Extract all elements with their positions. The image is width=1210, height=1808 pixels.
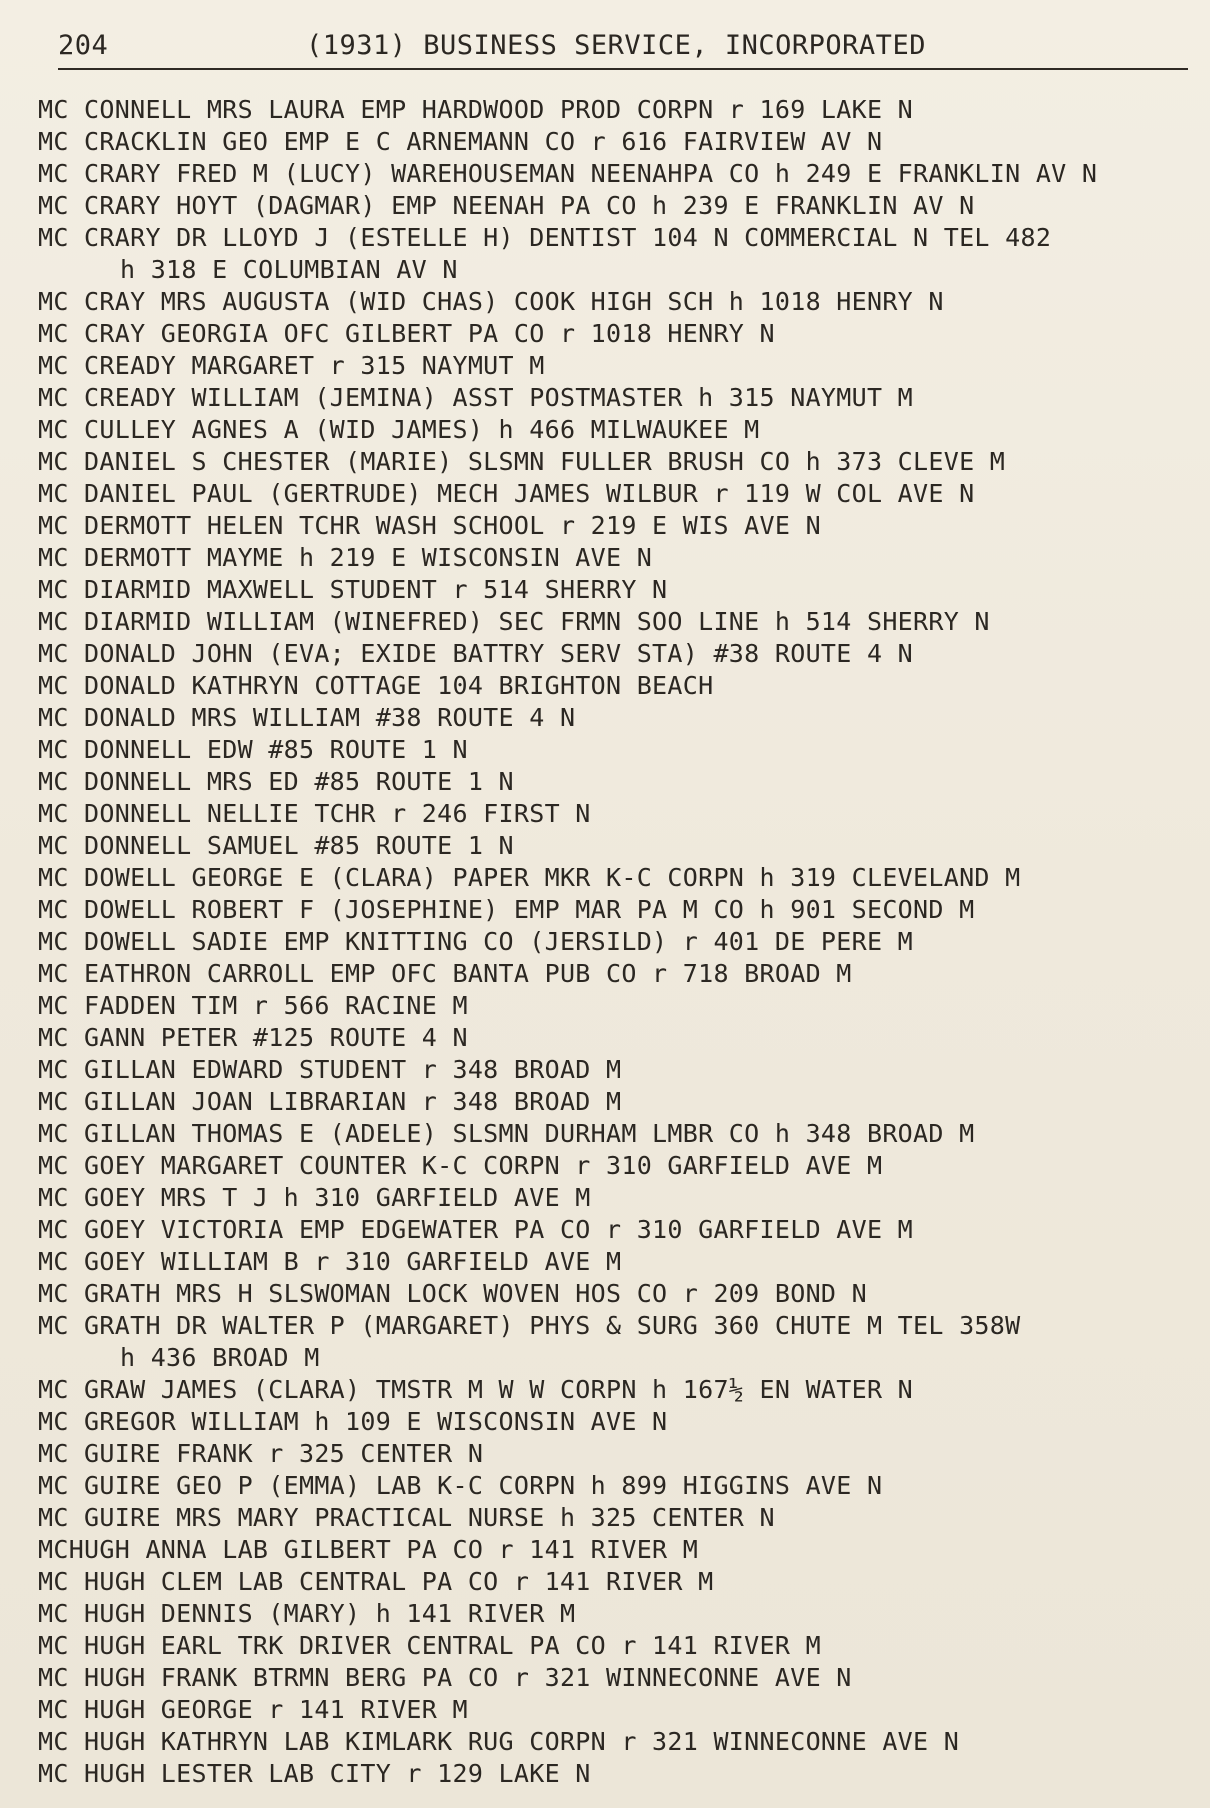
directory-entry: MC DONALD MRS WILLIAM #38 ROUTE 4 N <box>38 703 576 732</box>
running-title: (1931) BUSINESS SERVICE, INCORPORATED <box>306 30 926 61</box>
directory-entry: MC CREADY MARGARET r 315 NAYMUT M <box>38 351 545 380</box>
directory-entry: MC GILLAN JOAN LIBRARIAN r 348 BROAD M <box>38 1087 622 1116</box>
directory-entry: MC HUGH GEORGE r 141 RIVER M <box>38 1695 468 1724</box>
directory-entry: MC DOWELL ROBERT F (JOSEPHINE) EMP MAR PA M CO h 901 SECOND M <box>38 895 975 924</box>
directory-entry: MC DONNELL SAMUEL #85 ROUTE 1 N <box>38 831 514 860</box>
directory-entry: MC GOEY VICTORIA EMP EDGEWATER PA CO r 310 GARFIELD AVE M <box>38 1215 914 1244</box>
directory-entry: MC CRACKLIN GEO EMP E C ARNEMANN CO r 616 FAIRVIEW AV N <box>38 127 883 156</box>
directory-entry: MC HUGH FRANK BTRMN BERG PA CO r 321 WINNECONNE AVE N <box>38 1663 852 1692</box>
directory-entry: MC DONNELL EDW #85 ROUTE 1 N <box>38 735 468 764</box>
directory-entry: MC GRAW JAMES (CLARA) TMSTR M W W CORPN h 167½ EN WATER N <box>38 1375 914 1404</box>
directory-entry: MC CULLEY AGNES A (WID JAMES) h 466 MILWAUKEE M <box>38 415 760 444</box>
page-number: 204 <box>58 30 109 61</box>
directory-entry: MC CRARY DR LLOYD J (ESTELLE H) DENTIST 104 N COMMERCIAL N TEL 482 <box>38 223 1052 252</box>
directory-entry: MC DONALD JOHN (EVA; EXIDE BATTRY SERV STA) #38 ROUTE 4 N <box>38 639 914 668</box>
directory-entry: MC GREGOR WILLIAM h 109 E WISCONSIN AVE N <box>38 1407 668 1436</box>
directory-entry: MC DONNELL MRS ED #85 ROUTE 1 N <box>38 767 514 796</box>
directory-entry: MC CRAY GEORGIA OFC GILBERT PA CO r 1018 HENRY N <box>38 319 775 348</box>
directory-entries <box>38 94 1198 1790</box>
directory-entry: MC DIARMID MAXWELL STUDENT r 514 SHERRY N <box>38 575 668 604</box>
directory-entry: MC DIARMID WILLIAM (WINEFRED) SEC FRMN SOO LINE h 514 SHERRY N <box>38 607 990 636</box>
directory-entry: MC GUIRE MRS MARY PRACTICAL NURSE h 325 CENTER N <box>38 1503 775 1532</box>
directory-entry: MC DERMOTT MAYME h 219 E WISCONSIN AVE N <box>38 543 653 572</box>
directory-entry: MC HUGH CLEM LAB CENTRAL PA CO r 141 RIVER M <box>38 1567 714 1596</box>
directory-entry: MC GILLAN EDWARD STUDENT r 348 BROAD M <box>38 1055 622 1084</box>
directory-entry: MC HUGH LESTER LAB CITY r 129 LAKE N <box>38 1759 591 1788</box>
directory-entry: MC GRATH MRS H SLSWOMAN LOCK WOVEN HOS CO r 209 BOND N <box>38 1279 867 1308</box>
directory-entry: MC CRARY FRED M (LUCY) WAREHOUSEMAN NEENAHPA CO h 249 E FRANKLIN AV N <box>38 159 1098 188</box>
directory-entry: MC CONNELL MRS LAURA EMP HARDWOOD PROD CORPN r 169 LAKE N <box>38 95 914 124</box>
directory-entry: MC DOWELL SADIE EMP KNITTING CO (JERSILD) r 401 DE PERE M <box>38 927 914 956</box>
directory-entry: MC GANN PETER #125 ROUTE 4 N <box>38 1023 468 1052</box>
directory-entry: MC GUIRE GEO P (EMMA) LAB K-C CORPN h 899 HIGGINS AVE N <box>38 1471 883 1500</box>
directory-entry: MC HUGH KATHRYN LAB KIMLARK RUG CORPN r 321 WINNECONNE AVE N <box>38 1727 960 1756</box>
directory-entry: MC EATHRON CARROLL EMP OFC BANTA PUB CO r 718 BROAD M <box>38 959 852 988</box>
directory-entry: MC HUGH EARL TRK DRIVER CENTRAL PA CO r 141 RIVER M <box>38 1631 821 1660</box>
directory-entry: MC GOEY MRS T J h 310 GARFIELD AVE M <box>38 1183 591 1212</box>
directory-entry: MC GRATH DR WALTER P (MARGARET) PHYS & SURG 360 CHUTE M TEL 358W <box>38 1311 1021 1340</box>
directory-entry: MC GUIRE FRANK r 325 CENTER N <box>38 1439 484 1468</box>
page-header <box>58 28 1188 70</box>
directory-entry: MC GOEY WILLIAM B r 310 GARFIELD AVE M <box>38 1247 622 1276</box>
directory-entry: MC HUGH DENNIS (MARY) h 141 RIVER M <box>38 1599 576 1628</box>
directory-entry: MC DONALD KATHRYN COTTAGE 104 BRIGHTON BEACH <box>38 671 714 700</box>
directory-entry-continuation: h 436 BROAD M <box>120 1343 320 1372</box>
directory-entry: MC GOEY MARGARET COUNTER K-C CORPN r 310 GARFIELD AVE M <box>38 1151 883 1180</box>
directory-entry: MCHUGH ANNA LAB GILBERT PA CO r 141 RIVER M <box>38 1535 699 1564</box>
directory-entry: MC FADDEN TIM r 566 RACINE M <box>38 991 468 1020</box>
directory-entry: MC DERMOTT HELEN TCHR WASH SCHOOL r 219 E WIS AVE N <box>38 511 821 540</box>
directory-entry: MC CRARY HOYT (DAGMAR) EMP NEENAH PA CO h 239 E FRANKLIN AV N <box>38 191 975 220</box>
directory-entry: MC CRAY MRS AUGUSTA (WID CHAS) COOK HIGH SCH h 1018 HENRY N <box>38 287 944 316</box>
directory-entry: MC DONNELL NELLIE TCHR r 246 FIRST N <box>38 799 591 828</box>
directory-entry: MC DANIEL PAUL (GERTRUDE) MECH JAMES WILBUR r 119 W COL AVE N <box>38 479 975 508</box>
directory-entry-continuation: h 318 E COLUMBIAN AV N <box>120 255 458 284</box>
directory-entry: MC DANIEL S CHESTER (MARIE) SLSMN FULLER BRUSH CO h 373 CLEVE M <box>38 447 1006 476</box>
directory-entry: MC CREADY WILLIAM (JEMINA) ASST POSTMASTER h 315 NAYMUT M <box>38 383 914 412</box>
directory-entry: MC DOWELL GEORGE E (CLARA) PAPER MKR K-C CORPN h 319 CLEVELAND M <box>38 863 1021 892</box>
directory-entry: MC GILLAN THOMAS E (ADELE) SLSMN DURHAM LMBR CO h 348 BROAD M <box>38 1119 975 1148</box>
